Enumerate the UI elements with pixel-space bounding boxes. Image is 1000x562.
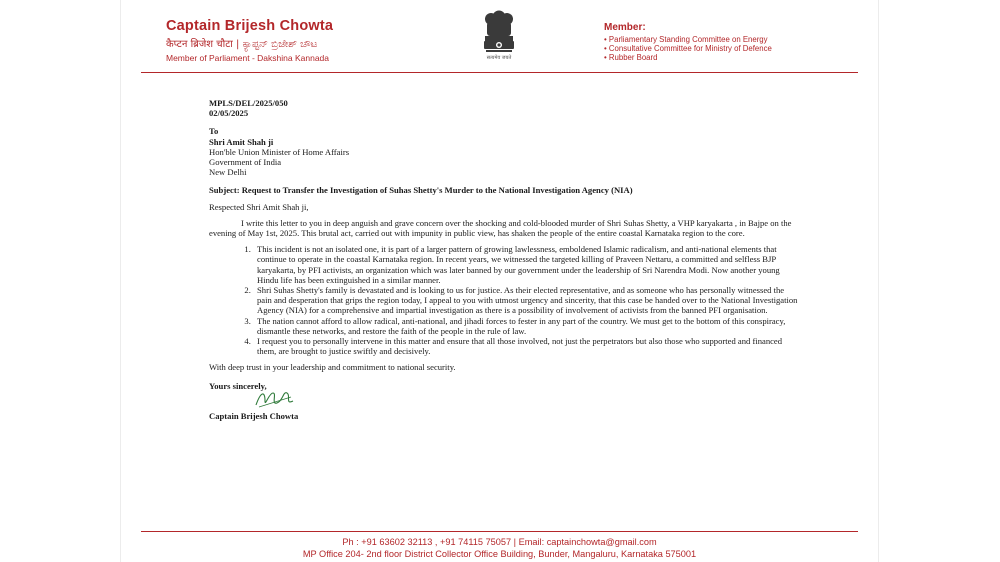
header-divider	[141, 72, 858, 73]
recipient-line: Government of India	[209, 157, 282, 168]
letter-body	[209, 98, 799, 421]
signature	[209, 391, 799, 411]
sender-name-local: कैप्टन ब्रिजेश चौटा | ಕ್ಯಾಪ್ಟನ್ ಬ್ರಿಜೇಶ್ ಚೌಟ	[166, 39, 318, 50]
letterhead-sender	[166, 18, 333, 63]
list-item: 3. The nation cannot afford to allow radical, anti-national, and jihadi forces to fester in any part of the country. We must get to the bottom of this conspiracy, dismantle these networks, and restore the faith of the people in the rule of law.	[253, 316, 799, 336]
intro-paragraph: I write this letter to you in deep anguish and grave concern over the shocking and cold-blooded murder of Shri Suhas Shetty, a VHP karyakarta , in Bajpe on the evening of May 1st, 2025. This brutal act, carried out with impunity in public view, has shaken the people of the entire coastal Karnataka region to the core.	[209, 217, 792, 239]
lion-capital-icon	[479, 10, 519, 56]
list-item: 2. Shri Suhas Shetty's family is devastated and is looking to us for justice. As their elected representative, and as someone who has personally witnessed the pain and desperation that grips the region today, I appeal to you with utmost urgency and sincerity, that this case be handed over to the National Investigation Agency (NIA) for a comprehensive and impartial investigation as there is a possibility of involvement of activists from the banned PFI organisation.	[253, 285, 799, 316]
footer-address: MP Office 204- 2nd floor District Collector Office Building, Bunder, Mangaluru, Karnataka 575001	[302, 549, 697, 559]
membership-item: • Rubber Board	[604, 53, 772, 62]
footer-contact: Ph : +91 63602 32113 , +91 74115 75057 | Email: captainchowta@gmail.com	[342, 537, 657, 547]
closing-line: With deep trust in your leadership and commitment to national security.	[209, 362, 456, 373]
salutation: Respected Shri Amit Shah ji,	[209, 201, 309, 212]
subject-line: Subject: Request to Transfer the Investigation of Suhas Shetty's Murder to the National Investigation Agency (NIA)	[209, 185, 633, 196]
membership-item: • Parliamentary Standing Committee on Energy	[604, 35, 772, 44]
membership-list	[604, 35, 772, 62]
signatory-name: Captain Brijesh Chowta	[209, 410, 299, 421]
member-label: Member:	[604, 22, 646, 33]
list-item: 4. I request you to personally intervene in this matter and ensure that all those involved, not just the perpetrators but also those who supported and financed them, are brought to justice swiftly and decisively.	[253, 336, 799, 356]
footer-divider	[141, 531, 858, 532]
sign-off: Yours sincerely,	[209, 380, 267, 391]
letter-footer	[121, 537, 878, 561]
reference-number: MPLS/DEL/2025/050	[209, 98, 288, 108]
to-label: To	[209, 126, 219, 137]
sender-designation: Member of Parliament - Dakshina Kannada	[166, 53, 329, 63]
recipient-name: Shri Amit Shah ji	[209, 136, 274, 147]
signature-icon	[253, 387, 297, 411]
emblem-motto: सत्यमेव जयते	[486, 55, 512, 61]
national-emblem	[469, 10, 529, 68]
recipient-line: Hon'ble Union Minister of Home Affairs	[209, 146, 350, 157]
membership-item: • Consultative Committee for Ministry of Defence	[604, 44, 772, 53]
sender-name: Captain Brijesh Chowta	[166, 18, 334, 34]
letter-date: 02/05/2025	[209, 108, 249, 119]
list-item: 1. This incident is not an isolated one, it is part of a larger pattern of growing lawlessness, emboldened Islamic radicalism, and anti-national elements that continue to operate in the coastal Karnataka region. In recent years, we witnessed the targeted killing of Praveen Nettaru, a committed and selfless BJP karyakarta, by PFI activists, an organization which was later banned by our government under the leadership of Sri Narendra Modi. Now another young Hindu life has been extinguished in a similar manner.	[253, 244, 799, 285]
recipient-line: New Delhi	[209, 167, 247, 178]
letter-page	[120, 0, 879, 562]
letterhead-memberships	[604, 22, 772, 62]
points-list	[209, 244, 799, 356]
